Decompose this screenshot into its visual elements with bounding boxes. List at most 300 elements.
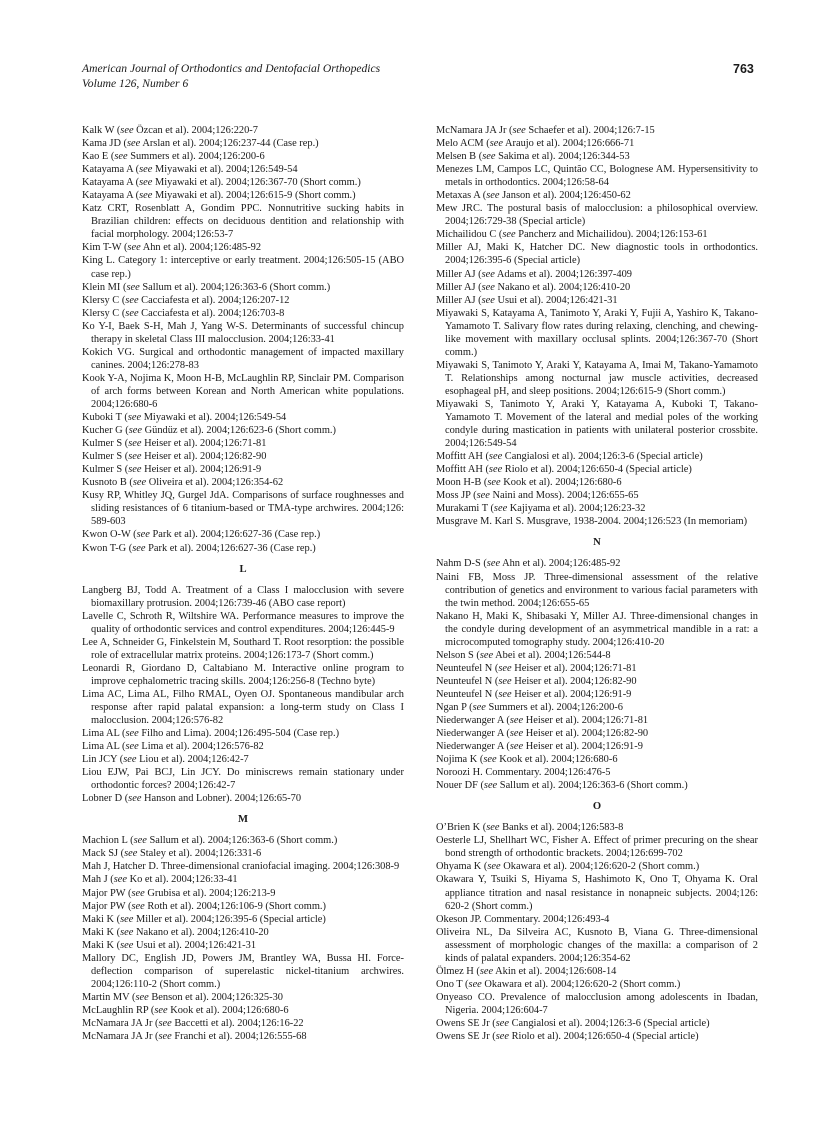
entry-citation: Grubisa et al). 2004;126:213-9 [144, 887, 276, 899]
entry-author: Lin JCY ( [82, 754, 124, 766]
entry-citation: Kook et al). 2004;126:680-6 [496, 754, 618, 766]
index-entry [436, 753, 758, 766]
entry-author: Nelson S ( [436, 649, 480, 661]
entry-author: Owens SE Jr ( [436, 1018, 496, 1029]
entry-author: Mack SJ ( [82, 848, 125, 860]
see-reference: see [127, 412, 142, 424]
see-reference: see [509, 715, 524, 727]
see-reference: see [120, 939, 134, 951]
see-reference: see [128, 425, 143, 437]
entry-citation: Riolo et al). 2004;126:650-4 (Special article) [509, 1031, 699, 1043]
entry-author: Metaxas A ( [436, 190, 487, 202]
see-reference: see [498, 675, 512, 687]
index-entry [436, 834, 758, 860]
index-entry [82, 437, 404, 450]
index-entry [82, 254, 404, 280]
index-entry [436, 649, 758, 662]
entry-citation: Nakano et al). 2004;126:410-20 [494, 281, 631, 293]
entry-citation: Sallum et al). 2004;126:363-6 (Short comm.) [139, 281, 331, 293]
index-entry [82, 991, 404, 1004]
see-reference: see [139, 164, 153, 176]
see-reference: see [487, 861, 501, 873]
entry-citation: Adams et al). 2004;126:397-409 [494, 268, 632, 280]
index-entry [436, 202, 758, 228]
see-reference: see [479, 649, 494, 661]
entry-author: McNamara JA Jr ( [82, 1031, 159, 1043]
index-entry [436, 228, 758, 241]
entry-text: Okawara Y, Tsuiki S, Hiyama S, Hashimoto K, Ono T, Ohyama K. Oral appliance titration and nasal resistance in nonapneic subjects. 2004;126: 620-2 (Short comm.) [436, 874, 758, 912]
entry-citation: Heiser et al). 2004;126:82-90 [523, 728, 649, 740]
entry-citation: Ko et al). 2004;126:33-41 [127, 874, 238, 886]
entry-citation: Janson et al). 2004;126:450-62 [499, 190, 631, 202]
index-entry [82, 176, 404, 189]
index-entry [82, 939, 404, 952]
see-reference: see [123, 754, 137, 766]
entry-citation: Park et al). 2004;126:627-36 (Case rep.) [149, 529, 321, 541]
entry-citation: Oliveira et al). 2004;126:354-62 [146, 477, 284, 489]
entry-citation: Summers et al). 2004;126:200-6 [485, 701, 623, 713]
entry-text: Mallory DC, English JD, Powers JM, Brantley WA, Bussa HI. Force-deflection comparison of superelastic nickel-titanium archwires. 2004;126:110-2 (Short comm.) [82, 952, 404, 990]
see-reference: see [476, 490, 490, 502]
entry-citation: Heiser et al). 2004;126:91-9 [141, 464, 262, 476]
journal-title: American Journal of Orthodontics and Dentofacial Orthopedics [82, 62, 381, 75]
entry-text: Kook Y-A, Nojima K, Moon H-B, McLaughlin RP, Sinclair PM. Comparison of arch forms between Korean and North American white populations. 2004;126:680-6 [82, 372, 404, 410]
see-reference: see [495, 1031, 510, 1043]
see-reference: see [113, 874, 128, 886]
entry-author: Maki K ( [82, 939, 121, 951]
index-entry [436, 779, 758, 792]
entry-author: Kim T-W ( [82, 242, 128, 254]
index-entry [436, 571, 758, 610]
index-entry [436, 610, 758, 649]
index-entry [82, 450, 404, 463]
index-entry [436, 307, 758, 359]
entry-text: Lee A, Schneider G, Finkelstein M, Southard T. Root resorption: the possible role of extracellular matrix proteins. 2004;126:173-7 (Short comm.) [82, 636, 404, 661]
entry-author: Klein MI ( [82, 281, 127, 293]
index-entry [82, 411, 404, 424]
entry-citation: Cacciafesta et al). 2004;126:703-8 [138, 307, 285, 319]
entry-author: Kusnoto B ( [82, 477, 133, 489]
entry-author: Kulmer S ( [82, 451, 129, 463]
index-entry [82, 1030, 404, 1043]
see-reference: see [498, 662, 512, 674]
entry-citation: Heiser et al). 2004;126:82-90 [141, 451, 267, 463]
see-reference: see [509, 728, 524, 740]
index-entry [436, 150, 758, 163]
index-entry [82, 792, 404, 805]
entry-citation: Cangialosi et al). 2004;126:3-6 (Special article) [502, 451, 703, 463]
index-entry [82, 727, 404, 740]
entry-citation: Kook et al). 2004;126:680-6 [167, 1004, 289, 1016]
entry-author: Ngan P ( [436, 701, 473, 713]
index-entry [82, 163, 404, 176]
entry-text: Ko Y-I, Baek S-H, Mah J, Yang W-S. Determinants of successful chincup therapy in skeletal Class III malocclusion. 2004;126:33-41 [82, 320, 404, 345]
entry-citation: Kook et al). 2004;126:680-6 [500, 477, 622, 489]
entry-author: Murakami T ( [436, 503, 494, 515]
entry-author: Katayama A ( [82, 164, 140, 176]
index-entry [436, 727, 758, 740]
see-reference: see [495, 1018, 510, 1029]
entry-text: Naini FB, Moss JP. Three-dimensional assessment of the relative contribution of genetics and environment to various facial parameters with the twin method. 2004;126:655-65 [436, 571, 758, 609]
index-entry [82, 124, 404, 137]
see-reference: see [486, 822, 500, 834]
section-heading: L [239, 563, 247, 575]
see-reference: see [481, 281, 495, 293]
see-reference: see [126, 281, 140, 293]
see-reference: see [131, 887, 145, 899]
index-entry [436, 450, 758, 463]
entry-citation: Özcan et al). 2004;126:220-7 [133, 125, 258, 136]
entry-author: Kucher G ( [82, 425, 129, 437]
entry-author: Major PW ( [82, 900, 132, 912]
see-reference: see [509, 741, 524, 753]
entry-text: Kusy RP, Whitley JQ, Gurgel JdA. Comparisons of surface roughnesses and sliding resistances of 6 titanium-based or TMA-type archwires. 2004;126: 589-603 [82, 490, 404, 528]
see-reference: see [489, 138, 503, 150]
entry-author: Niederwanger A ( [436, 715, 510, 727]
index-entry [436, 675, 758, 688]
index-entry [82, 900, 404, 913]
entry-author: Martin MV ( [82, 991, 136, 1003]
entry-author: Klersy C ( [82, 307, 126, 319]
entry-text: Onyeaso CO. Prevalence of malocclusion among adolescents in Ibadan, Nigeria. 2004;126:604-7 [436, 991, 758, 1016]
entry-text: Lima AC, Lima AL, Filho RMAL, Oyen OJ. Spontaneous mandibular arch response after rapid palatal expansion: a long-term study on Class I malocclusion. 2004;126:576-82 [82, 688, 404, 727]
see-reference: see [120, 125, 134, 136]
entry-citation: Sallum et al). 2004;126:363-6 (Short comm.) [146, 835, 338, 847]
see-reference: see [120, 926, 134, 938]
entry-citation: Kajiyama et al). 2004;126:23-32 [507, 503, 646, 515]
see-reference: see [481, 268, 495, 280]
entry-author: Miller AJ ( [436, 268, 482, 280]
entry-text: Miyawaki S, Tanimoto Y, Araki Y, Katayama A, Imai M, Takano-Yamamoto T. Relationships among nocturnal jaw muscle activities, decreased esophageal pH, and sleep positions. 2004;126:615-9 (Short comm.) [436, 359, 758, 397]
index-entry [82, 528, 404, 541]
index-entry [436, 515, 758, 528]
entry-citation: Usui et al). 2004;126:421-31 [494, 294, 618, 306]
entry-author: Moffitt AH ( [436, 464, 489, 476]
index-entry [436, 926, 758, 965]
index-entry [82, 1004, 404, 1017]
see-reference: see [132, 542, 146, 554]
entry-text: King L. Category 1: interceptive or early treatment. 2004;126:505-15 (ABO case rep.) [82, 255, 404, 280]
entry-text: Lavelle C, Schroth R, Wiltshire WA. Performance measures to improve the quality of orthodontic services and control expenditures. 2004;126:445-9 [82, 610, 404, 635]
entry-citation: Heiser et al). 2004;126:71-81 [511, 662, 637, 674]
entry-author: Neunteufel N ( [436, 675, 499, 687]
index-entry [82, 424, 404, 437]
section-heading: N [593, 537, 601, 549]
entry-author: Major PW ( [82, 887, 132, 899]
index-entry [436, 978, 758, 991]
index-entry [82, 766, 404, 792]
entry-author: Lobner D ( [82, 793, 129, 805]
index-entry [436, 873, 758, 912]
entry-citation: Akin et al). 2004;126:608-14 [493, 965, 617, 977]
see-reference: see [512, 125, 526, 136]
entry-text: Oesterle LJ, Shellhart WC, Fisher A. Effect of primer precuring on the shear bond strength of orthodontic brackets. 2004;126:699-702 [436, 835, 758, 860]
index-entry [82, 307, 404, 320]
entry-author: Kulmer S ( [82, 464, 129, 476]
entry-author: Melsen B ( [436, 151, 483, 163]
see-reference: see [482, 151, 496, 163]
index-entry [436, 557, 758, 570]
index-entry [82, 688, 404, 727]
entry-citation: Nakano et al). 2004;126:410-20 [133, 926, 269, 938]
entry-author: Mah J ( [82, 874, 114, 886]
entry-author: Maki K ( [82, 926, 121, 938]
entry-citation: Okawara et al). 2004;126:620-2 (Short comm.) [500, 861, 700, 873]
entry-author: Kulmer S ( [82, 438, 129, 450]
entry-author: McLaughlin RP ( [82, 1004, 155, 1016]
see-reference: see [139, 190, 153, 202]
index-entry [436, 714, 758, 727]
index-entry [436, 701, 758, 714]
index-entry [436, 463, 758, 476]
entry-author: Ono T ( [436, 978, 469, 990]
entry-citation: Schaefer et al). 2004;126:7-15 [525, 125, 655, 136]
index-entry [436, 137, 758, 150]
entry-citation: Heiser et al). 2004;126:71-81 [523, 715, 649, 727]
index-entry [436, 766, 758, 779]
running-header [82, 62, 380, 91]
entry-author: McNamara JA Jr ( [82, 1018, 159, 1029]
see-reference: see [488, 451, 503, 463]
entry-citation: Miyawaki et al). 2004;126:549-54 [152, 164, 298, 176]
entry-author: Kalk W ( [82, 125, 121, 136]
entry-author: Nojima K ( [436, 754, 484, 766]
index-entry [82, 740, 404, 753]
index-entry [82, 662, 404, 688]
index-entry [436, 740, 758, 753]
entry-citation: Heiser et al). 2004;126:82-90 [511, 675, 637, 687]
entry-author: Kwon T-G ( [82, 542, 133, 554]
see-reference: see [486, 558, 501, 570]
index-entry [436, 662, 758, 675]
entry-citation: Liou et al). 2004;126:42-7 [136, 754, 249, 766]
entry-citation: Banks et al). 2004;126:583-8 [499, 822, 624, 834]
entry-text: Miyawaki S, Tanimoto Y, Araki Y, Katayama A, Kuboki T, Takano-Yamamoto T. Movement of the lateral and medial poles of the working condyle during mastication in patients with unilateral posterior crossbite. 2004;126:549-54 [436, 398, 758, 450]
see-reference: see [125, 294, 139, 306]
entry-text: Leonardi R, Giordano D, Caltabiano M. Interactive online program to improve cephalometric tracing skills. 2004;126:256-8 (Techno byte) [82, 662, 404, 687]
entry-citation: Park et al). 2004;126:627-36 (Case rep.) [145, 542, 316, 554]
entry-author: Moon H-B ( [436, 477, 488, 489]
see-reference: see [124, 848, 138, 860]
index-entry [436, 991, 758, 1017]
entry-citation: Staley et al). 2004;126:331-6 [137, 848, 262, 860]
see-reference: see [488, 464, 503, 476]
index-entry [436, 241, 758, 267]
entry-citation: Gündüz et al). 2004;126:623-6 (Short comm.) [142, 425, 336, 437]
see-reference: see [139, 177, 153, 189]
entry-text: Mew JRC. The postural basis of malocclusion: a philosophical overview. 2004;126:729-38 (Special article) [436, 203, 758, 228]
entry-author: Kao E ( [82, 151, 115, 163]
entry-text: Oliveira NL, Da Silveira AC, Kusnoto B, Viana G. Three-dimensional assessment of morphologic changes of the maxilla: a comparison of 2 kinds of palatal expanders. 2004;126:354-62 [436, 926, 758, 964]
index-entry [436, 1017, 758, 1030]
index-entry [82, 1017, 404, 1030]
see-reference: see [131, 900, 145, 912]
index-entry [82, 753, 404, 766]
entry-citation: Usui et al). 2004;126:421-31 [133, 939, 257, 951]
index-entry [82, 542, 404, 555]
index-entry [82, 860, 404, 873]
page-number: 763 [733, 62, 754, 76]
entry-author: Moss JP ( [436, 490, 477, 502]
index-entry [436, 502, 758, 515]
entry-author: Neunteufel N ( [436, 662, 499, 674]
index-entry [82, 294, 404, 307]
see-reference: see [135, 991, 149, 1003]
index-entry [82, 834, 404, 847]
index-entry [436, 821, 758, 834]
entry-author: Machion L ( [82, 835, 134, 847]
index-entry [436, 489, 758, 502]
entry-author: Nahm D-S ( [436, 558, 487, 570]
index-entry [82, 202, 404, 241]
index-entry [82, 489, 404, 528]
see-reference: see [125, 728, 139, 740]
index-entry [436, 163, 758, 189]
index-entry [436, 688, 758, 701]
entry-citation: Miller et al). 2004;126:395-6 (Special article) [133, 913, 326, 925]
entry-author: Kwon O-W ( [82, 529, 137, 541]
entry-citation: Ahn et al). 2004;126:485-92 [140, 242, 262, 254]
entry-author: Kama JD ( [82, 138, 128, 150]
see-reference: see [136, 529, 150, 541]
see-reference: see [128, 464, 142, 476]
entry-citation: Sallum et al). 2004;126:363-6 (Short comm.) [497, 780, 688, 792]
index-entry [436, 294, 758, 307]
index-entry [82, 847, 404, 860]
entry-citation: Heiser et al). 2004;126:91-9 [511, 688, 632, 700]
entry-author: Miller AJ ( [436, 281, 482, 293]
entry-citation: Hanson and Lobner). 2004;126:65-70 [141, 793, 302, 805]
section-heading: O [592, 801, 602, 813]
entry-citation: Cacciafesta et al). 2004;126:207-12 [138, 294, 290, 306]
entry-author: Nouer DF ( [436, 780, 484, 792]
index-entry [82, 463, 404, 476]
index-entry [436, 268, 758, 281]
entry-citation: Abei et al). 2004;126:544-8 [493, 649, 611, 661]
see-reference: see [120, 913, 134, 925]
entry-citation: Cangialosi et al). 2004;126:3-6 (Special article) [509, 1018, 710, 1029]
entry-author: Ölmez H ( [436, 965, 480, 977]
entry-author: Niederwanger A ( [436, 741, 510, 753]
index-entry [82, 610, 404, 636]
entry-citation: Summers et al). 2004;126:200-6 [127, 151, 265, 163]
entry-text: Musgrave M. Karl S. Musgrave, 1938-2004. 2004;126:523 (In memoriam) [436, 516, 748, 528]
index-entry [82, 926, 404, 939]
see-reference: see [127, 138, 141, 150]
entry-citation: Miyawaki et al). 2004;126:367-70 (Short comm.) [152, 177, 361, 189]
see-reference: see [128, 451, 142, 463]
index-entry [82, 241, 404, 254]
entry-citation: Roth et al). 2004;126:106-9 (Short comm.) [144, 900, 326, 912]
index-entry [436, 359, 758, 398]
entry-author: Katayama A ( [82, 177, 140, 189]
see-reference: see [128, 438, 142, 450]
see-reference: see [472, 701, 486, 713]
entry-text: Langberg BJ, Todd A. Treatment of a Class I malocclusion with severe biomaxillary protrusion. 2004;126:739-46 (ABO case report) [82, 584, 404, 609]
index-entry [82, 150, 404, 163]
index-entry [82, 476, 404, 489]
entry-author: Michailidou C ( [436, 229, 503, 241]
entry-citation: Benson et al). 2004;126:325-30 [148, 991, 283, 1003]
see-reference: see [487, 477, 501, 489]
entry-citation: Heiser et al). 2004;126:71-81 [141, 438, 267, 450]
see-reference: see [158, 1018, 172, 1029]
entry-citation: Araujo et al). 2004;126:666-71 [502, 138, 635, 150]
index-column-right [436, 124, 758, 1043]
entry-text: Katz CRT, Rosenblatt A, Gondim PPC. Nonnutritive sucking habits in Brazilian children: effects on deciduous dentition and relationship with facial morphology. 2004;126:53-7 [82, 203, 404, 241]
index-entry [436, 281, 758, 294]
entry-citation: Miyawaki et al). 2004;126:615-9 (Short comm.) [152, 190, 356, 202]
entry-text: Menezes LM, Campos LC, Quintão CC, Bolognese AM. Hypersensitivity to metals in orthodontics. 2004;126:58-64 [436, 164, 758, 189]
index-entry [82, 281, 404, 294]
entry-author: McNamara JA Jr ( [436, 125, 513, 136]
index-entry [82, 320, 404, 346]
entry-author: Owens SE Jr ( [436, 1031, 496, 1043]
see-reference: see [125, 307, 139, 319]
index-entry [82, 346, 404, 372]
entry-citation: Ahn et al). 2004;126:485-92 [500, 558, 621, 570]
see-reference: see [125, 741, 139, 753]
entry-text: Kokich VG. Surgical and orthodontic management of impacted maxillary canines. 2004;126:278-83 [82, 346, 404, 371]
index-entry [436, 124, 758, 137]
entry-author: Ohyama K ( [436, 861, 488, 873]
entry-author: Maki K ( [82, 913, 121, 925]
index-entry [82, 873, 404, 886]
entry-text: Liou EJW, Pai BCJ, Lin JCY. Do miniscrews remain stationary under orthodontic forces? 2004;126:42-7 [82, 767, 404, 792]
entry-author: Lima AL ( [82, 741, 126, 753]
index-entry [82, 137, 404, 150]
index-entry [436, 1030, 758, 1043]
see-reference: see [481, 294, 495, 306]
see-reference: see [132, 477, 147, 489]
entry-citation: Pancherz and Michailidou). 2004;126:153-61 [515, 229, 708, 241]
index-entry [436, 476, 758, 489]
entry-author: Miller AJ ( [436, 294, 482, 306]
entry-citation: Okawara et al). 2004;126:620-2 (Short comm.) [481, 978, 681, 990]
see-reference: see [154, 1004, 168, 1016]
entry-citation: Naini and Moss). 2004;126:655-65 [489, 490, 639, 502]
entry-text: Mah J, Hatcher D. Three-dimensional craniofacial imaging. 2004;126:308-9 [82, 861, 400, 873]
entry-citation: Filho and Lima). 2004;126:495-504 (Case rep.) [138, 728, 340, 740]
entry-citation: Arslan et al). 2004;126:237-44 (Case rep.) [140, 138, 319, 150]
index-entry [436, 965, 758, 978]
see-reference: see [502, 229, 516, 241]
see-reference: see [114, 151, 128, 163]
entry-text: Okeson JP. Commentary. 2004;126:493-4 [436, 913, 610, 925]
see-reference: see [133, 835, 147, 847]
see-reference: see [486, 190, 500, 202]
entry-citation: Riolo et al). 2004;126:650-4 (Special article) [502, 464, 692, 476]
index-column-left [82, 124, 404, 1043]
index-entry [436, 860, 758, 873]
see-reference: see [498, 688, 512, 700]
index-entry [82, 372, 404, 411]
entry-author: O’Brien K ( [436, 822, 487, 834]
entry-author: Kuboki T ( [82, 412, 128, 424]
index-entry [436, 398, 758, 450]
index-entry [436, 189, 758, 202]
entry-text: Noroozi H. Commentary. 2004;126:476-5 [436, 767, 611, 779]
index-entry [82, 189, 404, 202]
entry-text: Nakano H, Maki K, Shibasaki Y, Miller AJ. Three-dimensional changes in the condyle during development of an asymmetrical mandible in a rat: a microcomputed tomography study. 2004;126:410-20 [436, 610, 758, 648]
entry-author: Niederwanger A ( [436, 728, 510, 740]
volume-issue: Volume 126, Number 6 [82, 76, 189, 90]
entry-citation: Heiser et al). 2004;126:91-9 [523, 741, 643, 753]
see-reference: see [483, 780, 498, 792]
see-reference: see [128, 793, 142, 805]
section-heading: M [238, 814, 248, 826]
see-reference: see [493, 503, 508, 515]
